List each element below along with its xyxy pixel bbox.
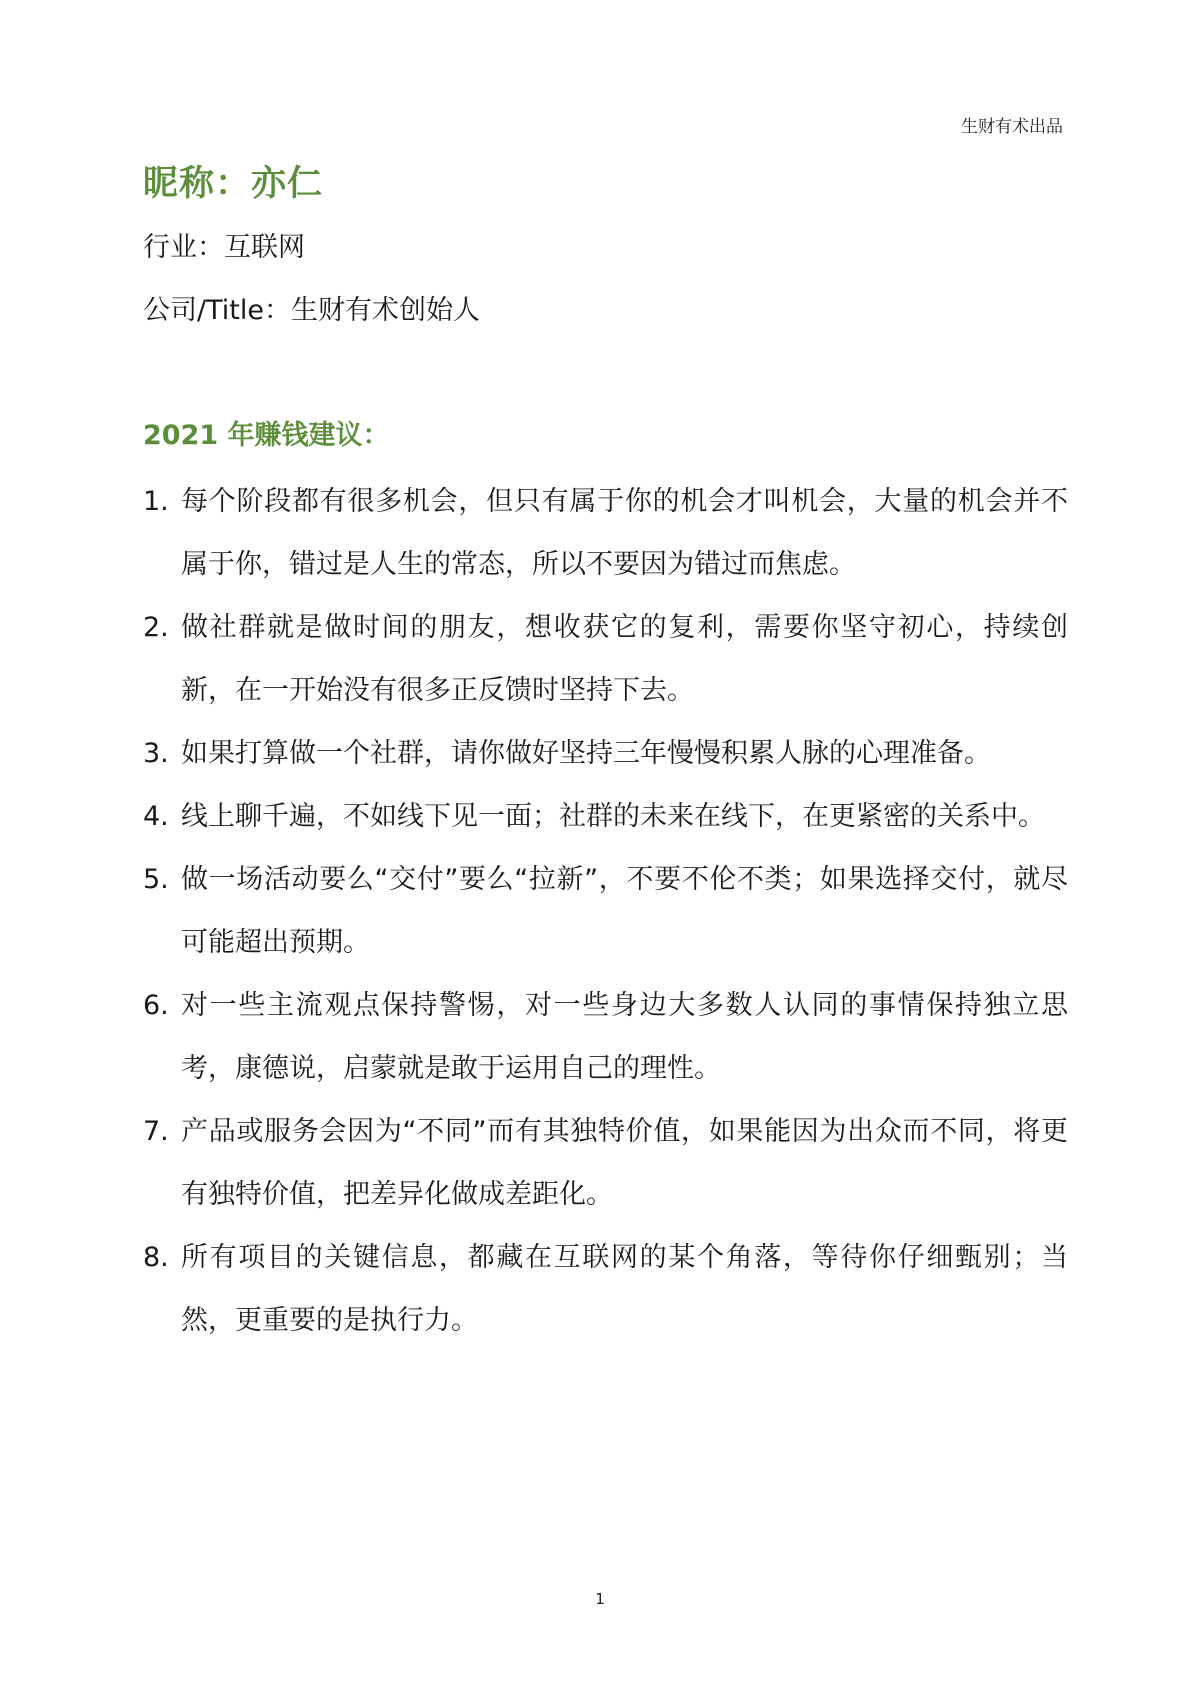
advice-item [143,974,1068,1100]
advice-item [143,470,1068,596]
advice-text: 所有项目的关键信息，都藏在互联网的某个角落，等待你仔细甄别；当然，更重要的是执行力。 [181,1242,1068,1336]
advice-number: 8. [143,1242,169,1273]
advice-text: 线上聊千遍，不如线下见一面；社群的未来在线下，在更紧密的关系中。 [181,801,1045,832]
advice-text: 做一场活动要么“交付”要么“拉新”，不要不伦不类；如果选择交付，就尽可能超出预期。 [181,864,1068,958]
advice-number: 3. [143,738,169,769]
advice-text: 如果打算做一个社群，请你做好坚持三年慢慢积累人脉的心理准备。 [181,738,991,769]
advice-item [143,785,1068,848]
profile-industry: 行业：互联网 [143,232,305,263]
advice-text: 对一些主流观点保持警惕，对一些身边大多数人认同的事情保持独立思考，康德说，启蒙就是敢于运用自己的理性。 [181,990,1068,1084]
advice-number: 5. [143,864,169,895]
advice-number: 4. [143,801,169,832]
section-heading: 2021 年赚钱建议： [143,420,390,451]
advice-list [143,470,1068,1352]
advice-item [143,1100,1068,1226]
advice-text: 产品或服务会因为“不同”而有其独特价值，如果能因为出众而不同，将更有独特价值，把差异化做成差距化。 [181,1116,1068,1210]
advice-text: 每个阶段都有很多机会，但只有属于你的机会才叫机会，大量的机会并不属于你，错过是人生的常态，所以不要因为错过而焦虑。 [181,486,1068,580]
advice-number: 7. [143,1116,169,1147]
advice-text: 做社群就是做时间的朋友，想收获它的复利，需要你坚守初心，持续创新，在一开始没有很多正反馈时坚持下去。 [181,612,1068,706]
advice-number: 6. [143,990,169,1021]
page-number: 1 [595,1590,605,1608]
profile-company: 公司/Title：生财有术创始人 [143,295,480,326]
advice-number: 2. [143,612,169,643]
advice-item [143,722,1068,785]
advice-number: 1. [143,486,169,517]
header-brand: 生财有术出品 [961,117,1063,137]
advice-item [143,596,1068,722]
advice-item [143,1226,1068,1352]
profile-nickname: 昵称：亦仁 [143,164,324,204]
advice-item [143,848,1068,974]
